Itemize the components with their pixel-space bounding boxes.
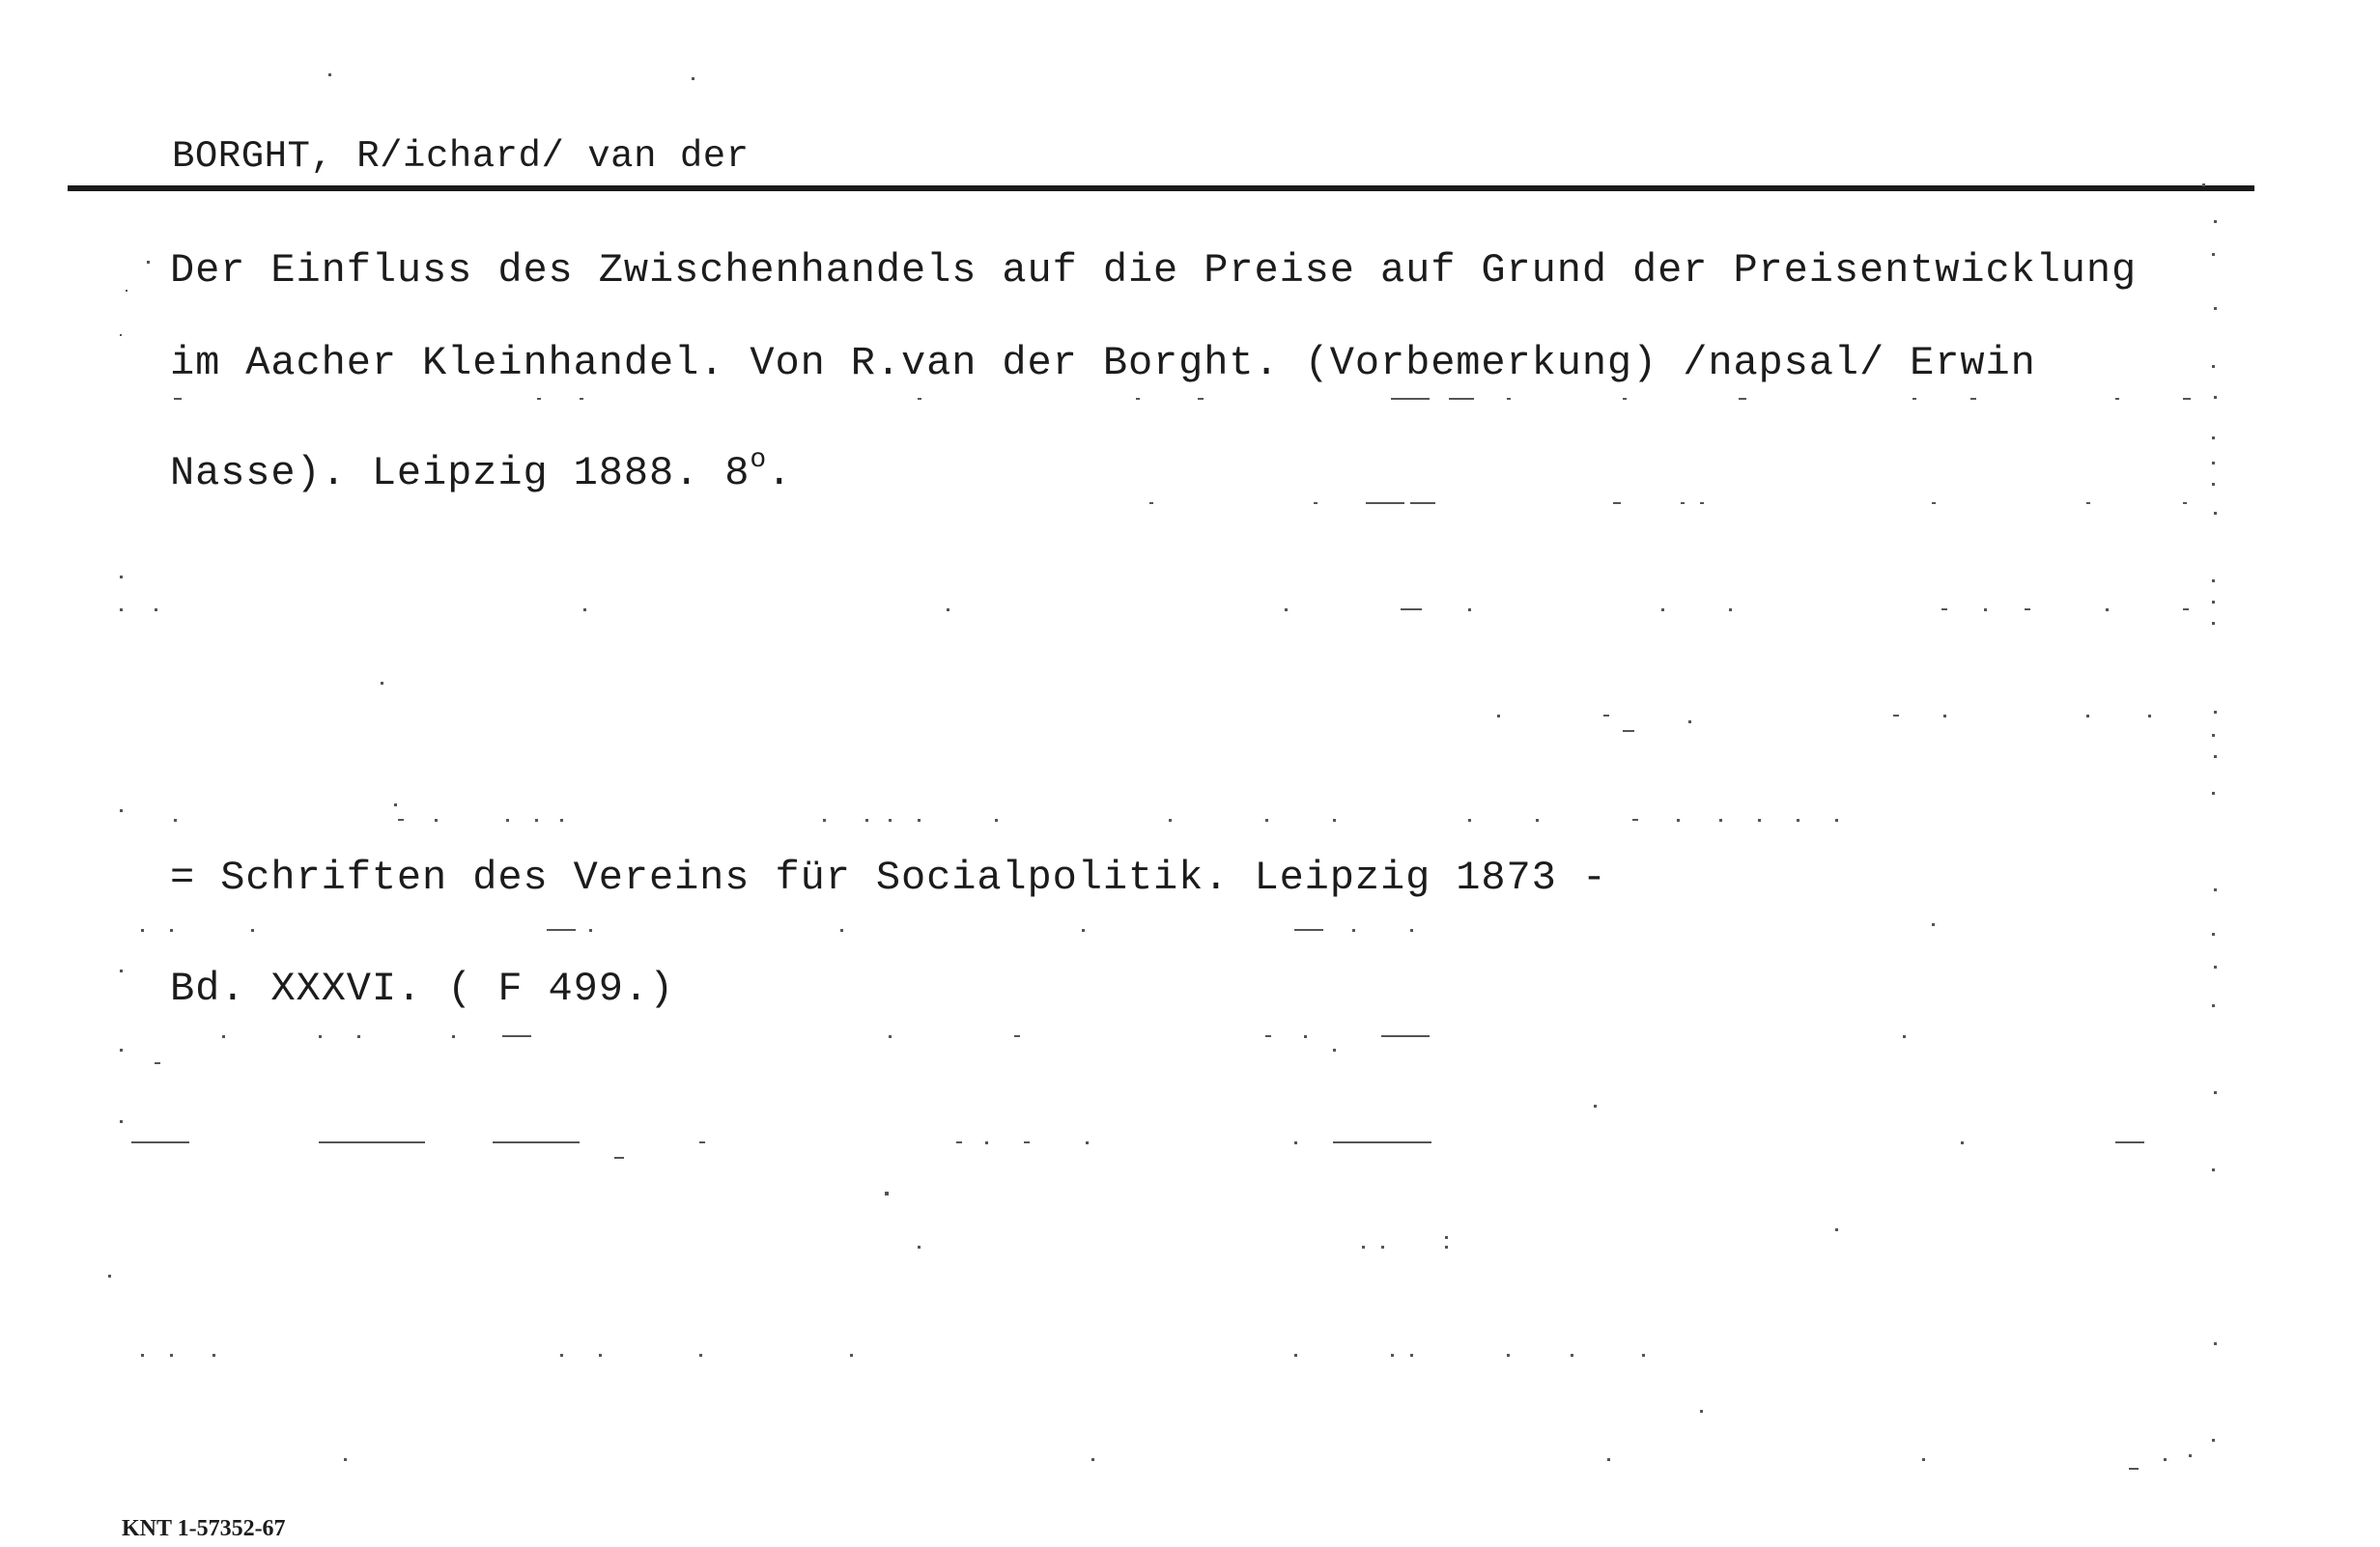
format-suffix: . (767, 450, 793, 496)
imprint-text: Nasse). Leipzig 1888. 8 (170, 450, 751, 496)
card-footer-code: KNT 1-57352-67 (122, 1516, 286, 1541)
series-line: = Schriften des Vereins für Socialpolitik. Leipzig 1873 - (170, 855, 1607, 901)
title-line-1: Der Einfluss des Zwischenhandels auf die Preise auf Grund der Preisentwicklung (170, 247, 2138, 294)
title-line-2: im Aacher Kleinhandel. Von R.van der Borght. (Vorbemerkung) /napsal/ Erwin (170, 340, 2036, 386)
card-heading: BORGHT, R/ichard/ van der (172, 135, 750, 178)
format-superscript: o (750, 445, 768, 475)
volume-line: Bd. XXXVI. ( F 499.) (170, 966, 675, 1012)
